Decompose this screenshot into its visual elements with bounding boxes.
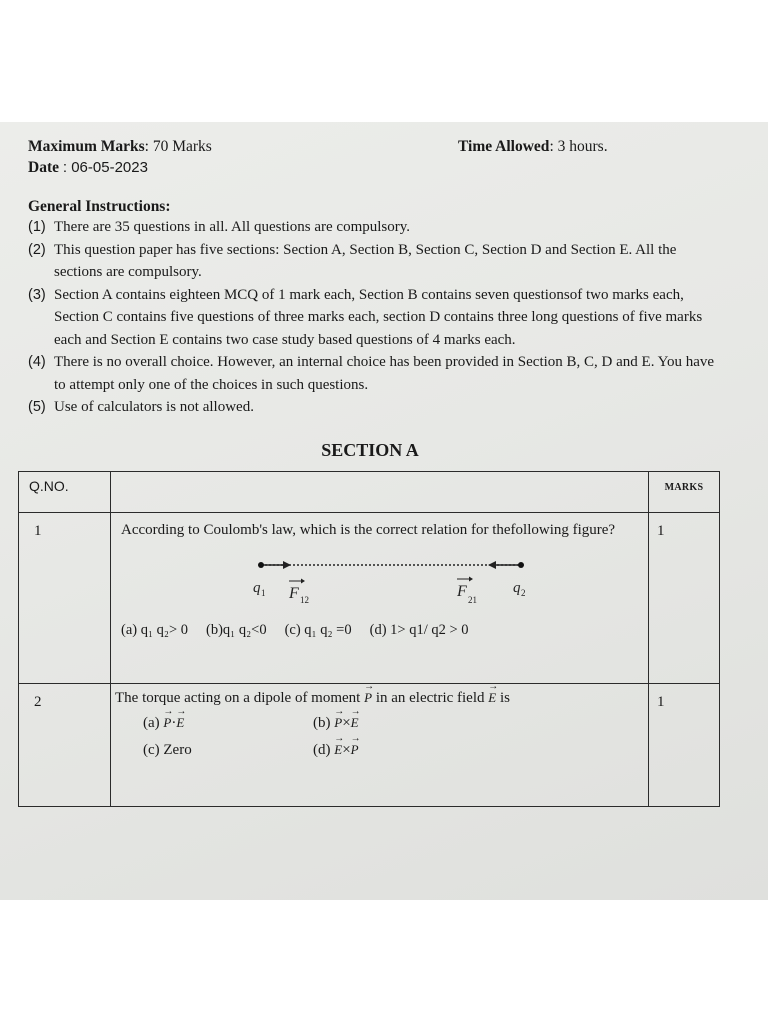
question-body (111, 513, 649, 684)
table-header-row (19, 472, 720, 513)
time-value: : 3 hours. (549, 138, 608, 155)
label-q2: q (513, 580, 521, 596)
question-body (111, 681, 649, 807)
date-label: Date (28, 159, 59, 176)
marks-header: MARKS (649, 472, 720, 513)
instruction-item: (2) This question paper has five sections: Section A, Section B, Section C, Section D and Section E. All the sections are compulsory. (28, 241, 677, 280)
question-marks: 1 (649, 684, 720, 807)
max-marks (28, 138, 212, 156)
question-number: 1 (19, 513, 111, 684)
options-row (111, 622, 648, 639)
question-header (111, 472, 649, 513)
label-f12: F (289, 585, 299, 602)
label-f21-sub: 21 (468, 595, 477, 605)
charge-q2-dot (518, 562, 524, 568)
question-text: The torque acting on a dipole of moment → P in an electric field → E is (115, 681, 510, 706)
f12-vector-head (301, 579, 305, 584)
option-b: (b) → P× → E (313, 706, 361, 731)
coulomb-figure (111, 540, 648, 622)
option-c: (c) Zero (143, 742, 192, 758)
table-row (19, 684, 720, 807)
option-a: (a) → P· → E (143, 706, 187, 731)
instruction-item: (5) Use of calculators is not allowed. (28, 399, 254, 415)
option-b: (b)q₁ q₂<0 (206, 622, 267, 638)
max-marks-value: : 70 Marks (144, 138, 212, 155)
charge-q1-dot (258, 562, 264, 568)
label-q2-sub: 2 (521, 588, 526, 598)
option-c: (c) q₁ q₂ =0 (284, 622, 352, 638)
question-table (18, 471, 720, 807)
time-label: Time Allowed (458, 138, 550, 155)
label-q1: q (253, 580, 261, 596)
time-allowed (458, 138, 608, 156)
date-value: : 06-05-2023 (62, 159, 148, 176)
instruction-item: (4) There is no overall choice. However, an internal choice has been provided in Section B, C, D and E. You have to attempt only one of the choices in such questions. (28, 354, 715, 393)
section-title: SECTION A (321, 440, 419, 460)
question-text: According to Coulomb's law, which is the correct relation for thefollowing figure? (121, 522, 616, 538)
instructions-list (28, 216, 728, 419)
force-f21-arrowhead (488, 561, 496, 569)
table-row (19, 513, 720, 684)
option-d: (d) 1> q1/ q2 > 0 (369, 622, 469, 638)
qno-header: Q.NO. (19, 472, 111, 513)
exam-date (28, 159, 148, 177)
label-f21: F (457, 583, 467, 600)
force-f12-arrowhead (283, 561, 291, 569)
option-a: (a) q₁ q₂> 0 (121, 622, 189, 638)
coulomb-figure-svg (111, 540, 675, 622)
option-d: (d) → E× → P (313, 733, 361, 758)
vector-e: → E (488, 681, 499, 705)
instruction-item: (3) Section A contains eighteen MCQ of 1 mark each, Section B contains seven questionsof two marks each, Section C contains five questions of three marks each, section D contains three long questions of five marks each and Section E contains two case study based questions of 4 marks each. (28, 286, 703, 348)
label-q1-sub: 1 (261, 588, 266, 598)
instructions-title: General Instructions: (28, 198, 171, 215)
vector-p: → P (364, 681, 375, 705)
question-marks: 1 (649, 513, 720, 684)
f21-vector-head (469, 577, 473, 582)
question-number: 2 (19, 684, 111, 807)
max-marks-label: Maximum Marks (28, 138, 145, 155)
options-grid (111, 707, 648, 759)
label-f12-sub: 12 (300, 595, 309, 605)
instruction-item: (1) There are 35 questions in all. All questions are compulsory. (28, 219, 411, 235)
